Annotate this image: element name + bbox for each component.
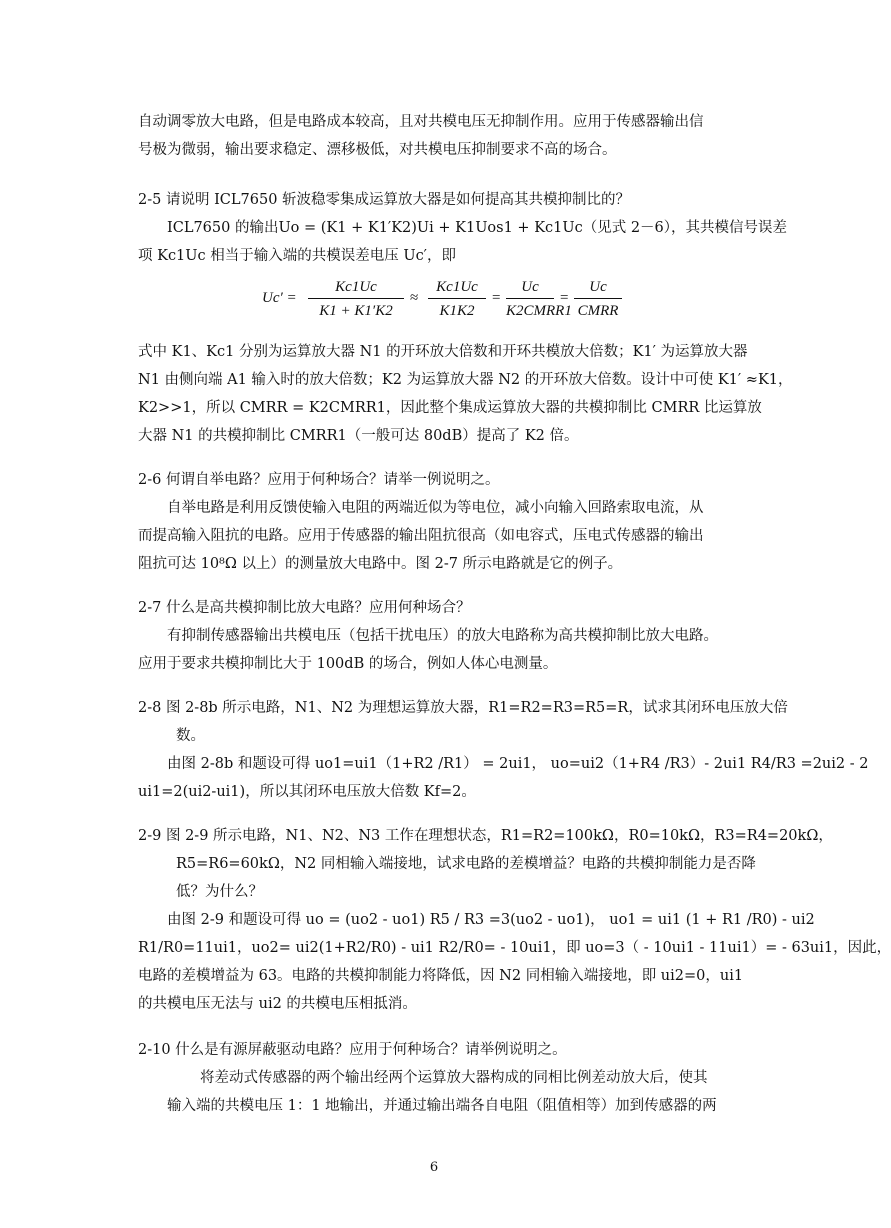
common-mode-error-formula	[262, 272, 622, 332]
equals-sign: =	[492, 290, 501, 306]
text-line: 由图 2-8b 和题设可得 uo1=ui1（1+R2 /R1） = 2ui1， uo=ui2（1+R4 /R3）- 2ui1 R4/R3 =2ui2 - 2	[167, 756, 869, 772]
fraction-1	[308, 276, 404, 323]
question-heading-continued: 低？为什么？	[176, 884, 263, 900]
question-heading-continued: R5=R6=60kΩ，N2 同相输入端接地，试求电路的差模增益？电路的共模抑制能力是否降	[176, 856, 756, 872]
text-line: 号极为微弱，输出要求稳定、漂移极低，对共模电压抑制要求不高的场合。	[138, 142, 617, 158]
fraction-denominator: CMRR	[577, 303, 619, 319]
text-line: 式中 K1、Kc1 分别为运算放大器 N1 的开环放大倍数和开环共模放大倍数；K1′ 为运算放大器	[138, 344, 748, 360]
fraction-4	[574, 276, 622, 323]
fraction-numerator: Kc1Uc	[436, 279, 478, 295]
text-line: 有抑制传感器输出共模电压（包括干扰电压）的放大电路称为高共模抑制比放大电路。	[167, 628, 718, 644]
text-line: 而提高输入阻抗的电路。应用于传感器的输出阻抗很高（如电容式，压电式传感器的输出	[138, 528, 704, 544]
question-heading: 2-8 图 2-8b 所示电路，N1、N2 为理想运算放大器，R1=R2=R3=R5=R，试求其闭环电压放大倍	[138, 700, 788, 716]
question-2-8	[138, 694, 869, 806]
question-heading: 2-7 什么是高共模抑制比放大电路？应用何种场合？	[138, 600, 471, 616]
question-heading-continued: 数。	[176, 728, 205, 744]
text-line: 自举电路是利用反馈使输入电阻的两端近似为等电位，减小向输入回路索取电流，从	[167, 500, 704, 516]
text-line: 项 Kc1Uc 相当于输入端的共模误差电压 Uc′，即	[138, 248, 456, 264]
text-line: 电路的差模增益为 63。电路的共模抑制能力将降低，因 N2 同相输入端接地，即 ui2=0，ui1	[138, 968, 744, 984]
text-line: ICL7650 的输出Uo = (K1 + K1′K2)Ui + K1Uos1 + Kc1Uc（见式 2－6），其共模信号误差	[167, 220, 788, 236]
question-2-10	[138, 1036, 746, 1120]
question-heading: 2-9 图 2-9 所示电路，N1、N2、N3 工作在理想状态，R1=R2=100kΩ，R0=10kΩ，R3=R4=20kΩ，	[138, 828, 833, 844]
intro-paragraph	[138, 108, 746, 164]
fraction-denominator: K1K2	[439, 303, 475, 319]
question-heading: 2-10 什么是有源屏蔽驱动电路？应用于何种场合？请举例说明之。	[138, 1042, 567, 1058]
fraction-3	[506, 276, 572, 323]
text-line: N1 由侧向端 A1 输入时的放大倍数；K2 为运算放大器 N2 的开环放大倍数。设计中可使 K1′ ≈K1，	[138, 372, 793, 388]
equals-sign: =	[560, 290, 569, 306]
text-line: ui1=2(ui2-ui1)，所以其闭环电压放大倍数 Kf=2。	[138, 784, 476, 800]
text-line: 阻抗可达 10⁸Ω 以上）的测量放大电路中。图 2-7 所示电路就是它的例子。	[138, 556, 623, 572]
question-2-7	[138, 594, 746, 678]
fraction-numerator: Kc1Uc	[335, 279, 377, 295]
text-line: 大器 N1 的共模抑制比 CMRR1（一般可达 80dB）提高了 K2 倍。	[138, 428, 579, 444]
question-2-5	[138, 186, 788, 270]
text-line: 的共模电压无法与 ui2 的共模电压相抵消。	[138, 996, 417, 1012]
approx-sign: ≈	[410, 290, 419, 306]
question-2-6	[138, 466, 746, 578]
text-line: 由图 2-9 和题设可得 uo = (uo2 - uo1) R5 / R3 =3(uo2 - uo1)， uo1 = ui1 (1 + R1 /R0) - ui2	[167, 912, 815, 928]
text-line: 输入端的共模电压 1：1 地输出，并通过输出端各自电阻（阻值相等）加到传感器的两	[167, 1098, 717, 1114]
fraction-denominator: K1 + K1′K2	[319, 303, 393, 319]
fraction-numerator: Uc	[589, 279, 607, 295]
formula-lhs: Uc′ =	[262, 290, 297, 306]
text-line: 自动调零放大电路，但是电路成本较高，且对共模电压无抑制作用。应用于传感器输出信	[138, 114, 704, 130]
question-heading: 2-6 何谓自举电路？应用于何种场合？请举一例说明之。	[138, 472, 500, 488]
text-line: 将差动式传感器的两个输出经两个运算放大器构成的同相比例差动放大后，使其	[200, 1070, 708, 1086]
page-number: 6	[429, 1160, 439, 1175]
explanation-2-5	[138, 338, 793, 450]
fraction-2	[428, 276, 486, 323]
text-line: R1/R0=11ui1，uo2= ui2(1+R2/R0) - ui1 R2/R0= - 10ui1，即 uo=3（ - 10ui1 - 11ui1）= - 63ui1，因此，	[138, 940, 891, 956]
question-heading: 2-5 请说明 ICL7650 斩波稳零集成运算放大器是如何提高其共模抑制比的？	[138, 192, 631, 208]
fraction-numerator: Uc	[521, 279, 539, 295]
question-2-9	[138, 822, 891, 1018]
text-line: 应用于要求共模抑制比大于 100dB 的场合，例如人体心电测量。	[138, 656, 558, 672]
fraction-denominator: K2CMRR1	[506, 303, 572, 319]
text-line: K2>>1，所以 CMRR = K2CMRR1，因此整个集成运算放大器的共模抑制比 CMRR 比运算放	[138, 400, 762, 416]
